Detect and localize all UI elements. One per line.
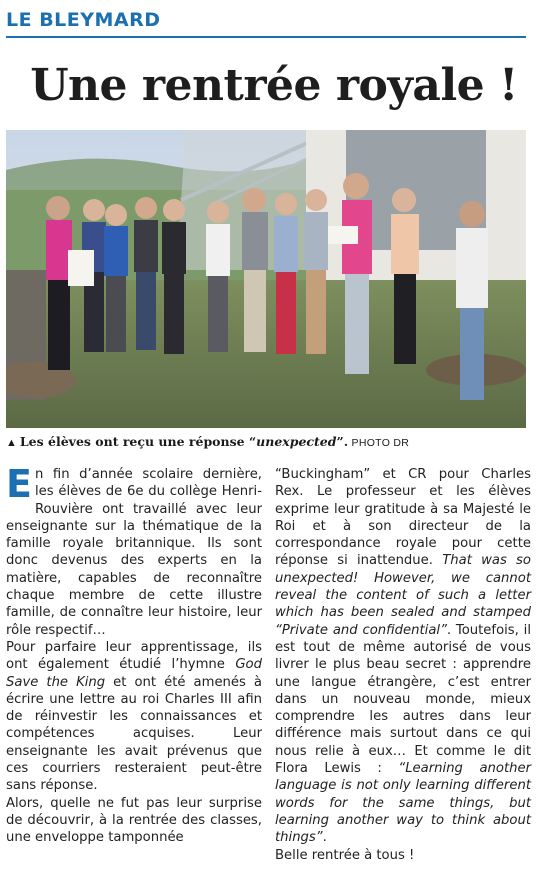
paragraph-3: Alors, quelle ne fut pas leur surprise de découvrir, à la rentrée des classes, une enveloppe tamponnée [6,795,262,846]
paragraph-1-text: n fin d’année scolaire dernière, les élèves de 6e du collège Henri-Rouvière ont travaillé avec leur enseignante sur la thématique de la famille royale britannique. Ils sont donc devenus des experts en la matière, capables de reconnaître chaque membre de cette illustre famille, de connaître leur histoire, leur rôle respectif… [6,467,262,638]
article-photo [6,130,526,428]
paragraph-4-text-c: . [322,830,327,846]
locality-label: LE BLEYMARD [6,9,161,31]
paragraph-4-text-a: “Buckingham” et CR pour Charles Rex. Le professeur et les élèves exprime leur gratitude à sa Majesté le Roi et à son directeur de la correspondance royale pour cette réponse si inattendue. [275,467,531,569]
article-column-left [6,462,263,847]
paragraph-2-text-a: Pour parfaire leur apprentissage, ils ont également étudié l’hymne [6,639,262,673]
drop-cap: E [6,462,32,506]
paragraph-1 [6,462,262,639]
photo-caption [6,434,526,451]
english-quote-2: “Learning another language is not only learning different words for the same things, but learning another way to think about things” [275,761,532,846]
paragraph-4 [275,466,531,847]
caption-text: Les élèves ont reçu une réponse “ [19,434,257,449]
paragraph-2-text-b: et ont été amenés à écrire une lettre au roi Charles III afin de réinvestir les connaissances et compétences acquises. Leur enseignante les avait prévenus que ces courriers resteraient peut-être sans réponse. [6,674,263,794]
section-header [6,8,526,38]
paragraph-2 [6,639,262,795]
anthem-title: God Save the King [6,657,262,690]
caption-emphasis: unexpected [256,434,337,449]
header-rule [6,36,526,38]
photo-credit: PHOTO DR [351,437,410,449]
article-column-right [275,466,531,864]
caption-marker: ▲ [6,437,17,449]
article-headline: Une rentrée royale ! [30,60,518,111]
paragraph-5: Belle rentrée à tous ! [275,847,415,863]
caption-text-end: ”. [336,434,349,449]
paragraph-4-text-b: . Toutefois, il est tout de même autorisé de vous livrer le plus beau secret : apprendre une langue étrangère, c’est entrer dans un nouveau monde, mieux comprendre les autres dans leur différence mais surtout dans ce qui nous relie à eux… Et comme le dit Flora Lewis : [275,622,531,777]
photo-illustration [6,130,526,428]
english-quote-1: That was so unexpected! However, we cannot reveal the content of such a letter which has been sealed and stamped “Private and confidential” [275,553,531,638]
